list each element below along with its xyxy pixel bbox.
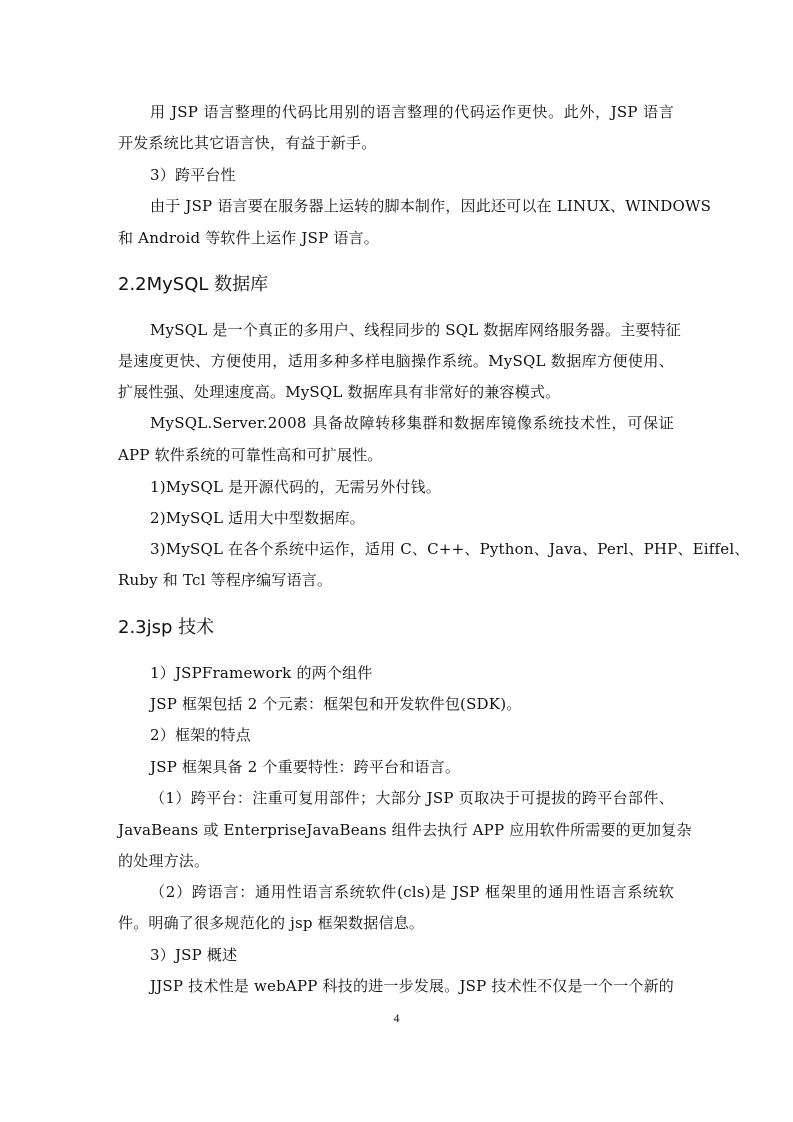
section-heading: 2.3jsp 技术 [118,617,215,638]
paragraph-line: 用 JSP 语言整理的代码比用别的语言整理的代码运作更快。此外，JSP 语言 [150,103,674,121]
paragraph-line: （2）跨语言：通用性语言系统软件(cls)是 JSP 框架里的通用性语言系统软 [150,883,674,901]
paragraph-line: 是速度更快、方便使用，适用多种多样电脑操作系统。MySQL 数据库方便使用、 [118,352,674,370]
list-item: 1)MySQL 是开源代码的，无需另外付钱。 [150,478,441,496]
paragraph-line: 件。明确了很多规范化的 jsp 框架数据信息。 [118,914,425,932]
paragraph-line: JJSP 技术性是 webAPP 科技的进一步发展。JSP 技术性不仅是一个一个新的 [150,977,674,995]
paragraph-line: 开发系统比其它语言快，有益于新手。 [118,134,377,152]
paragraph-line: JSP 框架包括 2 个元素：框架包和开发软件包(SDK)。 [150,695,522,713]
paragraph-line: MySQL 是一个真正的多用户、线程同步的 SQL 数据库网络服务器。主要特征 [150,321,682,339]
paragraph-line: 和 Android 等软件上运作 JSP 语言。 [118,229,379,247]
paragraph-line: JavaBeans 或 EnterpriseJavaBeans 组件去执行 APP 应用软件所需要的更加复杂 [118,821,692,839]
paragraph-line: Ruby 和 Tcl 等程序编写语言。 [118,571,333,589]
paragraph-line: 由于 JSP 语言要在服务器上运转的脚本制作，因此还可以在 LINUX、WINDOWS [150,197,712,215]
section-heading: 2.2MySQL 数据库 [118,274,269,295]
list-item-label: 3）JSP 概述 [150,946,238,964]
page-number: 4 [393,1011,400,1025]
paragraph-line: MySQL.Server.2008 具备故障转移集群和数据库镜像系统技术性，可保证 [150,414,674,432]
list-item-label: 2）框架的特点 [150,726,251,744]
list-item: 3)MySQL 在各个系统中运作，适用 C、C++、Python、Java、Perl、PHP、Eiffel、 [150,540,750,558]
list-item: 2)MySQL 适用大中型数据库。 [150,509,365,527]
paragraph-line: APP 软件系统的可靠性高和可扩展性。 [118,446,383,464]
paragraph-line: 扩展性强、处理速度高。MySQL 数据库具有非常好的兼容模式。 [118,383,561,401]
list-item-label: 3）跨平台性 [150,166,236,184]
paragraph-line: JSP 框架具备 2 个重要特性：跨平台和语言。 [150,758,461,776]
paragraph-line: 的处理方法。 [118,852,210,870]
paragraph-line: （1）跨平台：注重可复用部件；大部分 JSP 页取决于可提拔的跨平台部件、 [150,789,674,807]
list-item-label: 1）JSPFramework 的两个组件 [150,664,373,682]
